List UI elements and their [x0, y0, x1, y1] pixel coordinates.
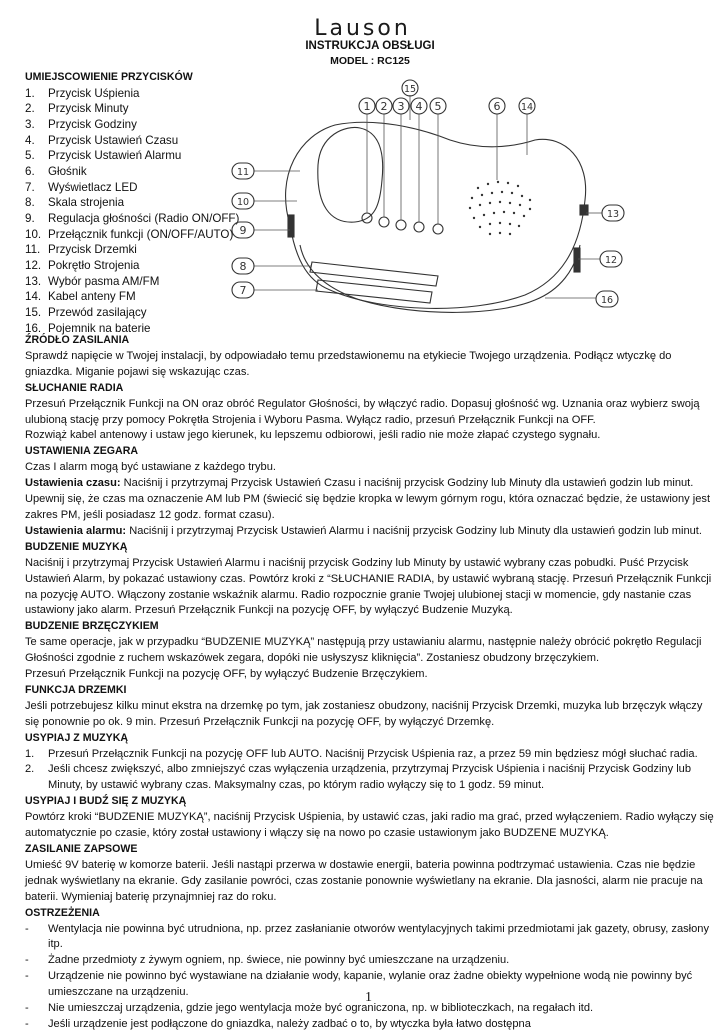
callout-14: [519, 98, 535, 114]
list-text: Wentylacja nie powinna być utrudniona, np. przez zasłanianie otworów wentylacyjnych takimi przedmiotami jak gazety, obrusy, zasłony itp.: [48, 922, 710, 951]
list-dash: -: [25, 954, 29, 967]
callout-8-label: 8: [239, 260, 247, 273]
minute-button-shape: [379, 217, 389, 227]
list-label: Pokrętło Strojenia: [48, 258, 140, 272]
brand-logo: Lauson: [314, 16, 411, 41]
list-item: [25, 762, 715, 794]
button-locations-section: [25, 70, 239, 336]
snooze-text: Jeśli potrzebujesz kilku minut ekstra na drzemkę po tym, jak zostaniesz obudzony, naciśnij Przycisk Drzemki, muzyka lub brzęczyk włączy się ponownie po ok. 9 min. Przesuń Przełącznik Funkcji na pozycję OFF, by wyłączyć Drzemkę.: [25, 699, 703, 728]
callout-4: [411, 98, 427, 114]
list-number: 4.: [25, 133, 35, 147]
list-item: [25, 274, 239, 290]
callout-8: [232, 258, 254, 274]
list-item: [25, 133, 239, 149]
callout-15-label: 15: [403, 84, 417, 95]
volume-knob-shape: [288, 215, 294, 237]
callout-2-label: 2: [380, 100, 388, 113]
list-label: Przycisk Godziny: [48, 117, 137, 131]
list-label: Wybór pasma AM/FM: [48, 274, 160, 288]
list-number: 14.: [25, 290, 42, 304]
list-number: 16.: [25, 321, 42, 335]
button-locations-heading: UMIEJSCOWIENIE PRZYCISKÓW: [25, 71, 193, 83]
list-label: Regulacja głośności (Radio ON/OFF): [48, 211, 240, 225]
list-item: [25, 148, 239, 164]
power-heading: ŹRÓDŁO ZASILANIA: [25, 334, 130, 346]
list-text: Jeśli chcesz zwiększyć, albo zmniejszyć czas wyłączenia urządzenia, przytrzymaj Przycisk Uśpienia i naciśnij Przycisk Godziny lub Minuty, by ustawić wybrany czas. Maksymalny czas, po którym radio wyłączy się to 1 godz. 59 minut.: [48, 763, 692, 792]
clock-text: Czas I alarm mogą być ustawiane z każdego trybu.: [25, 461, 276, 474]
list-number: 13.: [25, 274, 42, 288]
list-text: Przesuń Przełącznik Funkcji na pozycję OFF lub AUTO. Naciśnij Przycisk Uśpienia raz, a przez 59 min będziesz mógł słuchać radia.: [48, 747, 698, 760]
list-number: 11.: [25, 243, 41, 257]
button-list: [25, 86, 239, 337]
callout-2: [376, 98, 392, 114]
list-label: Przycisk Drzemki: [48, 243, 137, 257]
list-label: Przycisk Minuty: [48, 102, 129, 116]
list-text: Jeśli urządzenie jest podłączone do gniazdka, należy zadbać o to, by wtyczka była łatwo dostępna: [48, 1017, 531, 1030]
list-number: 12.: [25, 258, 42, 272]
list-label: Przełącznik funkcji (ON/OFF/AUTO): [48, 227, 234, 241]
list-label: Skala strojenia: [48, 196, 125, 210]
document-title: INSTRUKCJA OBSŁUGI: [305, 40, 435, 52]
callout-12-label: 12: [604, 255, 618, 266]
list-number: 15.: [25, 305, 42, 319]
alarm-setting-text: Naciśnij i przytrzymaj Przycisk Ustawień Alarmu i naciśnij przycisk Godziny lub Minuty dla ustawień godzin lub minut.: [126, 524, 702, 537]
page-number: 1: [365, 990, 372, 1005]
list-item: [25, 242, 239, 258]
alarm-setting-label: Ustawienia alarmu:: [25, 524, 127, 537]
list-item: [25, 227, 239, 243]
wake-music-text: Naciśnij i przytrzymaj Przycisk Ustawień Alarmu i naciśnij przycisk Godziny lub Minuty by ustawić wybrany czas pobudki. Puść Przycisk Ustawień Alarm, by pokazać ustawiony czas. Powtórz kroki z “SŁUCHANIE RADIA, by ustawić wybraną stację. Przesuń Przełącznik Funkcji na pozycję AUTO. Włączony zostanie wskaźnik alarmu. Radio rozpocznie granie Twojej ulubionej stacji w momencie, gdy nastanie czas ustawiony jako alarm. Przesuń Przełącznik Funkcji na pozycję OFF, by wyłączyć Budzenie Muzyką.: [25, 556, 712, 617]
sleep-wake-text: Powtórz kroki “BUDZENIE MUZYKĄ”, naciśnij Przycisk Uśpienia, by ustawić czas, jaki radio ma grać, przed wyłączeniem. Radio wyłączy się automatycznie po czasie, który został ustawiony i włączy się na nowo po czasie ustawionym jako BUDZENE MUZYKĄ.: [25, 811, 714, 840]
list-item: [25, 211, 239, 227]
callout-5-label: 5: [434, 100, 442, 113]
list-label: Przycisk Ustawień Czasu: [48, 133, 179, 147]
display-window: [318, 127, 383, 222]
snooze-heading: FUNKCJA DRZEMKI: [25, 683, 127, 696]
warnings-heading: OSTRZEŻENIA: [25, 906, 100, 919]
list-item: [25, 258, 239, 274]
list-item: [25, 164, 239, 180]
list-number: 2.: [25, 102, 35, 116]
time-setting-text: Naciśnij i przytrzymaj Przycisk Ustawień Czasu i naciśnij przycisk Godziny lub Minuty dla ustawień godzin lub minut. Upewnij się, że czas ma oznaczenie AM lub PM (świecić się będzie kropka w lewym górnym rogu, która oznaczać będzie, że ustawiony jest zakres PM, jeśli posiadasz 12 godz. format czasu).: [25, 477, 711, 521]
backup-text: Umieść 9V baterię w komorze baterii. Jeśli nastąpi przerwa w dostawie energii, bateria powinna podtrzymać ustawienia. Czas nie będzie jednak wyświetlany na ekranie. Gdy zasilanie powróci, czas zostanie ponownie wyświetlany na ekranie. Dla jasności, alarm nie pracuje na baterii. Wymieniaj baterię przynajmniej raz do roku.: [25, 858, 703, 903]
list-dash: -: [25, 970, 29, 983]
speaker-grille: [469, 181, 531, 235]
alarm-setting-paragraph: [25, 524, 715, 540]
leader-lines: [254, 95, 602, 298]
time-set-button-shape: [414, 222, 424, 232]
callout-7-label: 7: [239, 284, 247, 297]
list-number: 2.: [25, 763, 35, 776]
callout-12: [600, 251, 622, 267]
list-text: Nie umieszczaj urządzenia, gdzie jego wentylacja może być ograniczona, np. w biblioteczkach, na regałach itd.: [48, 1002, 594, 1015]
wake-music-heading: BUDZENIE MUZYKĄ: [25, 540, 128, 553]
list-number: 7.: [25, 180, 35, 194]
list-label: Wyświetlacz LED: [48, 180, 138, 194]
callout-9-label: 9: [239, 224, 247, 237]
callout-10: [232, 193, 254, 209]
list-text: Żadne przedmioty z żywym ogniem, np. świece, nie powinny być umieszczane na urządzeniu.: [48, 954, 510, 967]
callout-5: [430, 98, 446, 114]
list-item: [25, 101, 239, 117]
backup-heading: ZASILANIE ZAPSOWE: [25, 843, 138, 855]
list-number: 6.: [25, 164, 35, 178]
time-setting-paragraph: [25, 476, 715, 524]
tuning-scale-shape: [310, 262, 438, 286]
list-label: Przewód zasilający: [48, 305, 147, 319]
list-item: [25, 86, 239, 102]
time-setting-label: Ustawienia czasu:: [25, 477, 121, 490]
callout-3: [393, 98, 409, 114]
radio-body-outline: [286, 122, 586, 308]
list-item: [25, 180, 239, 196]
list-item: [25, 195, 239, 211]
list-item: [25, 953, 715, 969]
hour-button-shape: [396, 220, 406, 230]
list-item: [25, 922, 715, 954]
radio-diagram: [225, 78, 630, 314]
power-text: Sprawdź napięcie w Twojej instalacji, by odpowiadało temu przedstawionemu na etykiecie Twojego urządzenia. Podłącz wtyczkę do gniazdka. Miganie pojawi się wskazując czas.: [25, 349, 672, 378]
list-number: 10.: [25, 227, 42, 241]
list-dash: -: [25, 922, 29, 935]
wake-buzzer-heading: BUDZENIE BRZĘCZYKIEM: [25, 620, 159, 633]
callout-13-label: 13: [606, 209, 620, 220]
list-label: Przycisk Ustawień Alarmu: [48, 149, 182, 163]
callout-6: [489, 98, 505, 114]
wake-buzzer-text-2: Przesuń Przełącznik Funkcji na pozycję OFF, by wyłączyć Budzenie Brzęczykiem.: [25, 668, 428, 681]
callout-9: [232, 222, 254, 238]
list-number: 9.: [25, 211, 35, 225]
callout-11: [232, 163, 254, 179]
callout-13: [602, 205, 624, 221]
sleep-heading: USYPIAJ Z MUZYKĄ: [25, 731, 129, 744]
callout-4-label: 4: [415, 100, 423, 113]
radio-text-1: Przesuń Przełącznik Funkcji na ON oraz obróć Regulator Głośności, by włączyć radio. Dopasuj głośność wg. Uznania oraz wybierz swoją ulubioną stację przy pomocy Pokrętła Strojenia i Wyboru Pasma. Wyłącz radio, przesuń Przełącznik Funkcji na OFF.: [25, 397, 700, 426]
radio-base-outline: [300, 245, 580, 312]
list-label: Przycisk Uśpienia: [48, 86, 140, 100]
list-number: 1.: [25, 86, 35, 100]
radio-heading: SŁUCHANIE RADIA: [25, 381, 124, 394]
list-number: 1.: [25, 747, 35, 760]
tuning-knob-shape: [574, 248, 580, 272]
list-text: Urządzenie nie powinno być wystawiane na działanie wody, kapanie, wylanie oraz żadne obiekty wypełnione wodą nie powinny być umieszczane na urządzeniu.: [48, 970, 693, 999]
callout-7: [232, 282, 254, 298]
radio-text-2: Rozwiąż kabel antenowy i ustaw jego kierunek, ku lepszemu odbiorowi, jeśli radio nie może złapać czystego sygnału.: [25, 429, 601, 442]
callout-14-label: 14: [520, 102, 534, 113]
list-item: [25, 1017, 715, 1033]
callout-11-label: 11: [236, 167, 250, 178]
list-dash: -: [25, 1017, 29, 1030]
list-item: [25, 117, 239, 133]
callout-6-label: 6: [493, 100, 501, 113]
list-dash: -: [25, 1002, 29, 1015]
callout-16: [596, 291, 618, 307]
list-item: [25, 305, 239, 321]
list-number: 8.: [25, 196, 35, 210]
sleep-wake-heading: USYPIAJ I BUDŹ SIĘ Z MUZYKĄ: [25, 795, 187, 808]
list-label: Kabel anteny FM: [48, 290, 136, 304]
clock-heading: USTAWIENIA ZEGARA: [25, 445, 138, 458]
list-label: Głośnik: [48, 164, 87, 178]
callout-10-label: 10: [236, 197, 250, 208]
list-number: 3.: [25, 117, 35, 131]
callout-3-label: 3: [397, 100, 405, 113]
alarm-set-button-shape: [433, 224, 443, 234]
manual-body: [25, 333, 715, 1033]
list-label: Pojemnik na baterie: [48, 321, 151, 335]
callout-1-label: 1: [363, 100, 371, 113]
band-switch-shape: [580, 205, 588, 215]
callout-1: [359, 98, 375, 114]
wake-buzzer-text-1: Te same operacje, jak w przypadku “BUDZENIE MUZYKĄ” następują przy ustawianiu alarmu, następnie należy obrócić pokrętło Regulacji Głośności zgodnie z ruchem wskazówek zegara, dopóki nie usłyszysz kliknięcia”. Zostaniesz obudzony brzęczykiem.: [25, 636, 702, 665]
callout-15: [402, 80, 418, 96]
model-number: MODEL : RC125: [330, 55, 410, 67]
callout-16-label: 16: [600, 295, 614, 306]
list-item: [25, 289, 239, 305]
list-number: 5.: [25, 149, 35, 163]
list-item: [25, 747, 715, 763]
